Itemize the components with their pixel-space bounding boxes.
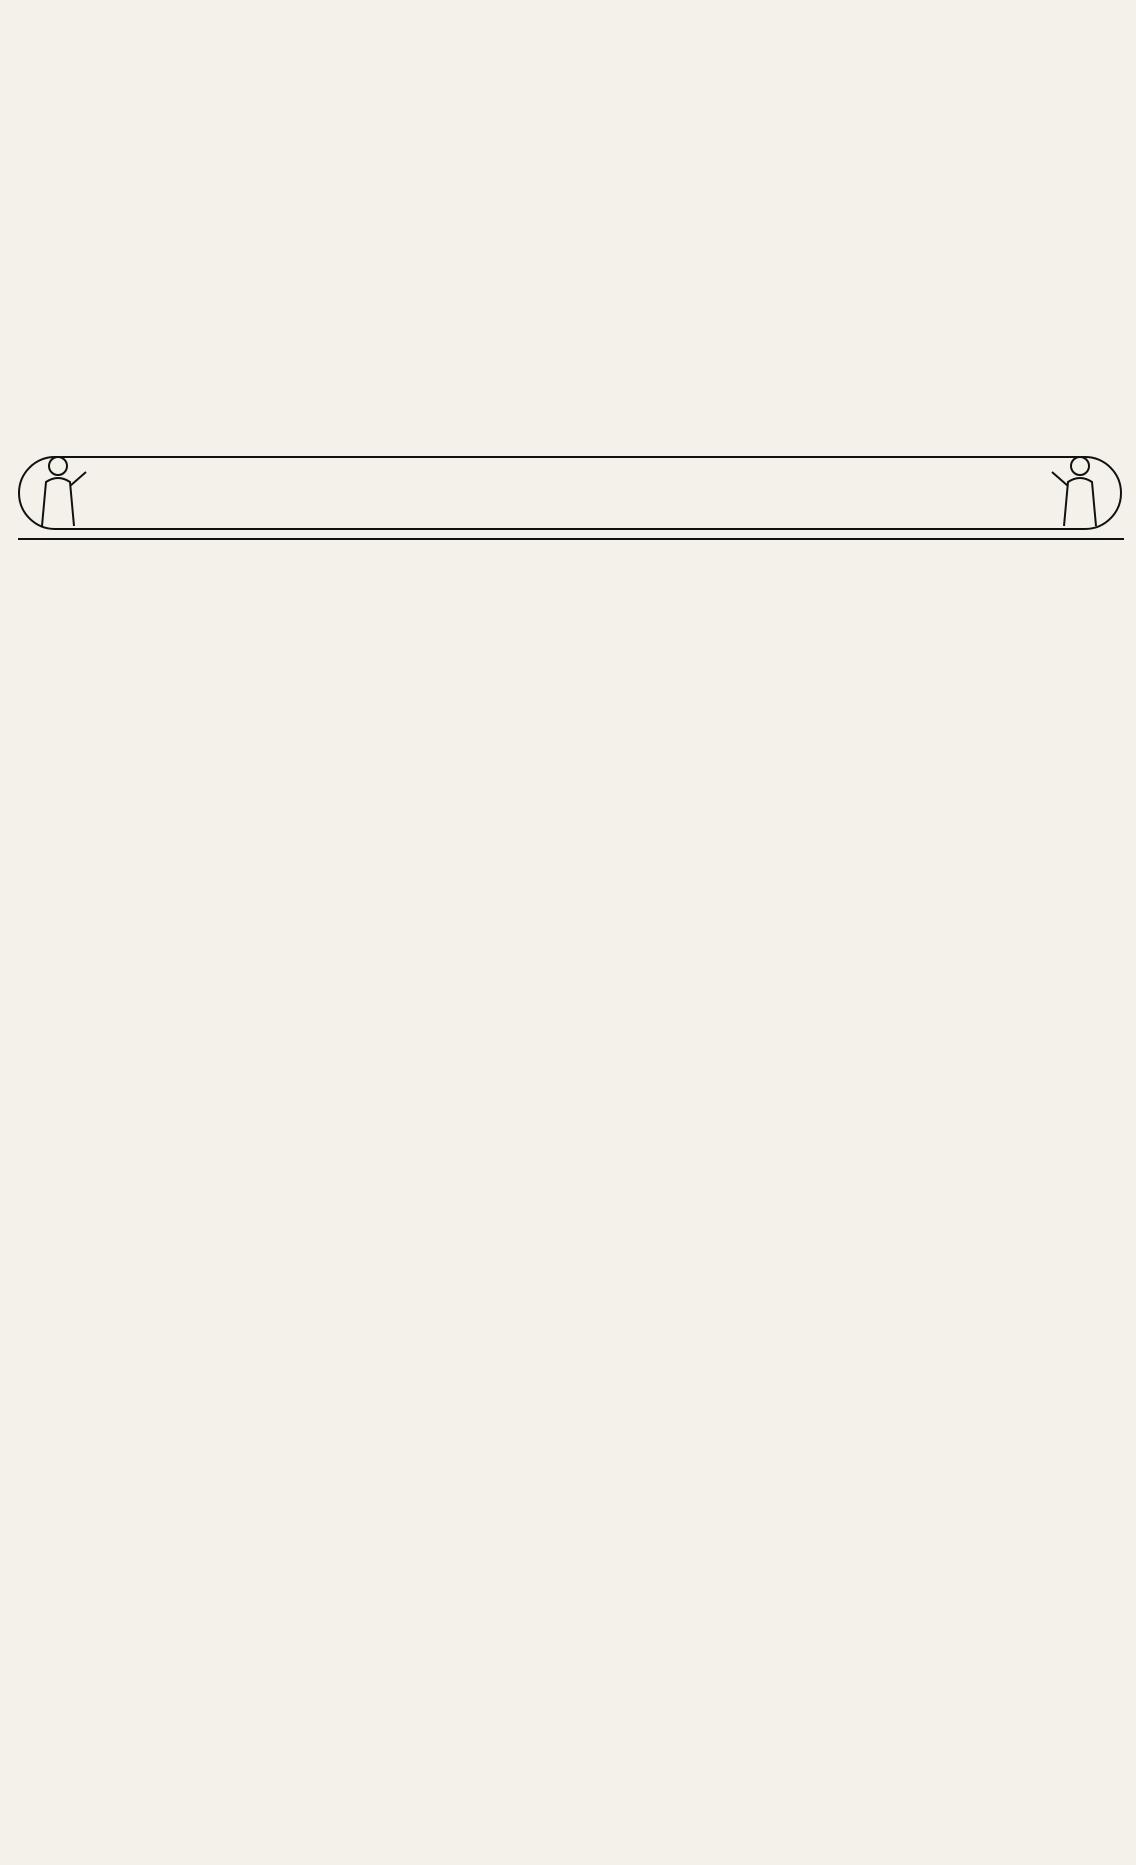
classified-ads-top bbox=[18, 26, 1124, 444]
service-guide-listings bbox=[18, 538, 1124, 1850]
home-service-guide-banner bbox=[18, 448, 1118, 534]
page-header bbox=[18, 10, 1118, 24]
worker-illustration-icon bbox=[1050, 452, 1110, 530]
painter-illustration-icon bbox=[28, 452, 88, 530]
banner-oval bbox=[18, 456, 1122, 530]
